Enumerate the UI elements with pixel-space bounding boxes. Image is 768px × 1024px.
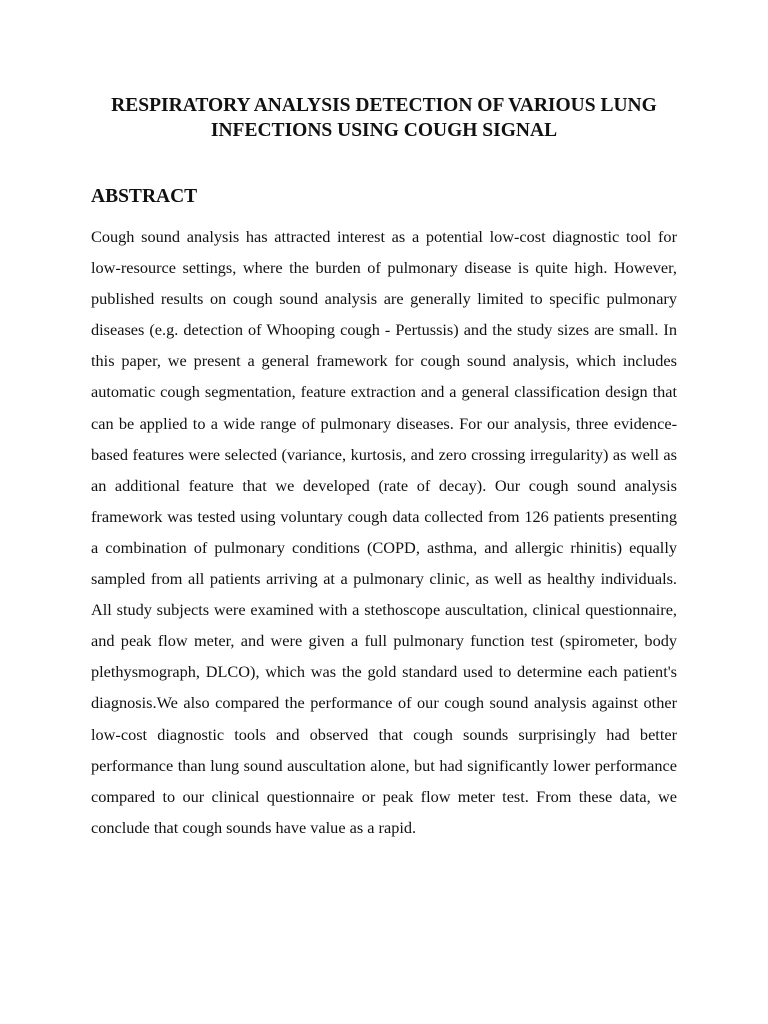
document-title: RESPIRATORY ANALYSIS DETECTION OF VARIOUS LUNG INFECTIONS USING COUGH SIGNAL <box>111 95 657 141</box>
abstract-body: Cough sound analysis has attracted interest as a potential low-cost diagnostic tool for low-resource settings, where the burden of pulmonary disease is quite high. However, published results on cough sound analysis are generally limited to specific pulmonary diseases (e.g. detection of Whooping cough - Pertussis) and the study sizes are small. In this paper, we present a general framework for cough sound analysis, which includes automatic cough segmentation, feature extraction and a general classification design that can be applied to a wide range of pulmonary diseases. For our analysis, three evidence-based features were selected (variance, kurtosis, and zero crossing irregularity) as well as an additional feature that we developed (rate of decay). Our cough sound analysis framework was tested using voluntary cough data collected from 126 patients presenting a combination of pulmonary conditions (COPD, asthma, and allergic rhinitis) equally sampled from all patients arriving at a pulmonary clinic, as well as healthy individuals. All study subjects were examined with a stethoscope auscultation, clinical questionnaire, and peak flow meter, and were given a full pulmonary function test (spirometer, body plethysmograph, DLCO), which was the gold standard used to determine each patient's diagnosis.We also compared the performance of our cough sound analysis against other low-cost diagnostic tools and observed that cough sounds surprisingly had better performance than lung sound auscultation alone, but had significantly lower performance compared to our clinical questionnaire or peak flow meter test. From these data, we conclude that cough sounds have value as a rapid. <box>91 227 677 837</box>
abstract-heading: ABSTRACT <box>91 186 198 207</box>
